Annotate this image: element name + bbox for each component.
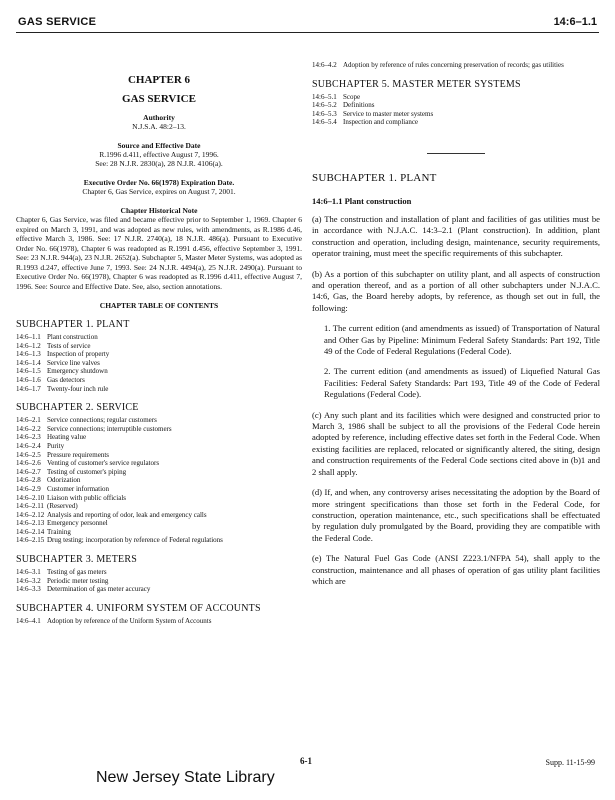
toc-item-number: 14:6–2.4	[16, 441, 41, 450]
chapter-number: CHAPTER 6	[127, 74, 191, 86]
toc-item	[16, 342, 302, 351]
toc-item-number: 14:6–2.11	[16, 502, 44, 511]
toc-item-number: 14:6–5.3	[312, 109, 337, 118]
toc-item	[312, 61, 600, 70]
running-section-ref: 14:6–1.1	[553, 16, 597, 28]
toc-item	[312, 110, 600, 119]
toc-item-number: 14:6–1.1	[16, 333, 41, 341]
toc-item-number: 14:6–2.1	[16, 416, 41, 425]
toc-list	[16, 416, 302, 545]
toc-item	[16, 459, 302, 468]
toc-item-title: Testing of gas meters	[47, 568, 107, 577]
toc-item-title: Emergency personnel	[47, 519, 108, 528]
toc-subchapter-heading: SUBCHAPTER 4. UNIFORM SYSTEM OF ACCOUNTS	[16, 602, 261, 614]
page-number: 6-1	[300, 756, 312, 766]
toc-list	[312, 93, 600, 127]
toc-item-number: 14:6–2.9	[16, 484, 41, 493]
paragraph-c: (c) Any such plant and its facilities which were designed and constructed prior to March 3, 1986 shall be subject to all the provisions of the Federal Code herein adopted by reference, including effective dates set forth in the Federal Code. When existing facilities are replaced, relocated or significantly altered, the siting, design and construction requirements of the Federal Code sections cited above in (b)1 and 2 shall apply.	[312, 409, 600, 477]
toc-item-number: 14:6–4.1	[16, 616, 41, 625]
toc-item	[16, 476, 302, 485]
toc-item-number: 14:6–2.14	[16, 527, 45, 536]
toc-subchapter-5	[312, 79, 600, 127]
toc-item	[16, 585, 302, 594]
paragraph-e: (e) The Natural Fuel Gas Code (ANSI Z223.1/NFPA 54), shall apply to the construction, maintenance and all phases of operation of gas utility plant facilities which are	[312, 553, 600, 586]
library-stamp: New Jersey State Library	[96, 769, 275, 786]
toc-item-title: Service connections; interruptible customers	[47, 424, 172, 433]
authority-heading: Authority	[143, 113, 175, 122]
section-divider	[427, 153, 485, 154]
toc-item	[16, 528, 302, 537]
toc-subchapter-4	[16, 603, 302, 626]
toc-item-title: Purity	[47, 441, 65, 450]
toc-subchapter-2	[16, 402, 302, 545]
toc-item	[312, 118, 600, 127]
toc-item	[16, 350, 302, 359]
toc-item-title: Liaison with public officials	[47, 493, 126, 502]
toc-item-number: 14:6–4.2	[312, 61, 337, 69]
toc-item-number: 14:6–3.3	[16, 585, 41, 594]
toc-item-number: 14:6–1.5	[16, 367, 41, 376]
toc-item-title: Scope	[343, 92, 361, 101]
toc-item-title: Twenty-four inch rule	[47, 384, 109, 393]
toc-item-number: 14:6–5.4	[312, 118, 337, 127]
toc-item-number: 14:6–5.2	[312, 101, 337, 110]
paragraph-b: (b) As a portion of this subchapter on utility plant, and all aspects of construction and operation thereof, and as a portion of all other subchapters under N.J.A.C. 14:6, Gas, the Board hereby adopts, by reference, as though set out in full, the following:	[312, 268, 600, 313]
toc-item	[16, 468, 302, 477]
toc-item-number: 14:6–2.6	[16, 459, 41, 468]
subchapter-heading: SUBCHAPTER 1. PLANT	[312, 171, 437, 184]
toc-item-title: Service to master meter systems	[343, 109, 434, 118]
toc-item	[16, 502, 302, 511]
toc-item	[16, 568, 302, 577]
source-heading: Source and Effective Date	[117, 141, 201, 150]
running-title: GAS SERVICE	[18, 16, 97, 28]
historical-note-text: Chapter 6, Gas Service, was filed and became effective prior to September 1, 1969. Chapter 6 expired on March 3, 1991, and was adopted as new rules, with amendments, as R.1986 d.46, effective March 3, 1986. See: 17 N.J.R. 2740(a), 18 N.J.R. 486(a). Pursuant to Executive Order No. 66(1978), Chapter 6 was readopted as R.1991 d.456, effective September 3, 1991. See: 23 N.J.R. 944(a), 23 N.J.R. 2652(a). Subchapter 5, Master Meter Systems, was adopted as R.1993 d.247, effective June 7, 1993. See: 24 N.J.R. 4494(a), 25 N.J.R. 2490(a). Pursuant to Executive Order No. 66(1978), Chapter 6 was readopted as R.1996 d.411, effective August 7, 1996. See: Source and Effective Date. See, also, section annotations.	[16, 215, 302, 291]
supplement-date: Supp. 11-15-99	[545, 758, 595, 767]
toc-item	[16, 385, 302, 394]
left-column	[16, 62, 302, 625]
toc-continued	[312, 61, 600, 70]
toc-item-number: 14:6–2.8	[16, 476, 41, 485]
toc-item-title: Pressure requirements	[47, 450, 110, 459]
toc-item	[16, 485, 302, 494]
toc-item-title: Heating value	[47, 433, 87, 442]
toc-list	[16, 617, 302, 626]
toc-item-number: 14:6–1.2	[16, 341, 41, 350]
toc-list	[16, 333, 302, 393]
toc-item	[312, 93, 600, 102]
toc-subchapter-heading: SUBCHAPTER 1. PLANT	[16, 319, 130, 330]
toc-item-title: Inspection of property	[47, 350, 110, 359]
toc-item-number: 14:6–3.1	[16, 568, 41, 577]
toc-item	[16, 511, 302, 520]
toc-item-title: Customer information	[47, 484, 110, 493]
toc-item-number: 14:6–2.12	[16, 510, 45, 519]
toc-item	[16, 376, 302, 385]
toc-item-number: 14:6–2.3	[16, 433, 41, 442]
toc-item	[16, 519, 302, 528]
toc-subchapter-1	[16, 319, 302, 393]
toc-item-title: Plant construction	[47, 333, 98, 341]
section-heading: 14:6–1.1 Plant construction	[312, 195, 412, 206]
toc-subchapter-heading: SUBCHAPTER 3. METERS	[16, 554, 137, 566]
toc-item-title: Analysis and reporting of odor, leak and emergency calls	[47, 510, 207, 519]
paragraph-b1: 1. The current edition (and amendments as issued) of Transportation of Natural and Other Gas by Pipeline: Minimum Federal Safety Standards: Part 192, Title 49 of the Code of Federal Regulations (Federal Code).	[324, 323, 600, 357]
toc-item-title: Gas detectors	[47, 375, 85, 384]
toc-item-number: 14:6–5.1	[312, 92, 337, 101]
toc-item	[16, 359, 302, 368]
toc-subchapter-heading: SUBCHAPTER 5. MASTER METER SYSTEMS	[312, 78, 521, 90]
toc-item-number: 14:6–1.3	[16, 350, 41, 359]
toc-item-title: Testing of customer's piping	[47, 467, 127, 476]
executive-order-text: Chapter 6, Gas Service, expires on August 7, 2001.	[82, 187, 236, 196]
toc-item-number: 14:6–2.7	[16, 467, 41, 476]
toc-item-title: Training	[47, 527, 71, 536]
toc-item-number: 14:6–2.5	[16, 450, 41, 459]
toc-item-number: 14:6–2.2	[16, 424, 41, 433]
toc-item	[16, 536, 302, 545]
toc-item	[16, 425, 302, 434]
toc-item-title: Odorization	[47, 476, 81, 485]
toc-item-title: Emergency shutdown	[47, 367, 108, 376]
toc-item	[16, 494, 302, 503]
source-text-1: R.1996 d.411, effective August 7, 1996.	[99, 150, 219, 159]
toc-item	[16, 617, 302, 626]
paragraph-a: (a) The construction and installation of plant and facilities of gas utilities must be in accordance with N.J.A.C. 14:3–2.1 (Plant construction). In addition, plant construction and operation, including design, maintenance, security requirements, operator training, must meet the specific requirements of this subchapter.	[312, 213, 600, 259]
paragraph-b2: 2. The current edition (and amendments as issued) of Liquefied Natural Gas Facilities: Federal Safety Standards: Part 193, Title 49 of the Code of Federal Regulations (Federal Code).	[324, 366, 600, 400]
toc-item-title: Service line valves	[47, 358, 100, 367]
toc-item-title: (Reserved)	[47, 502, 78, 511]
toc-item	[16, 442, 302, 451]
toc-list	[16, 568, 302, 594]
toc-item	[16, 416, 302, 425]
toc-item	[16, 577, 302, 586]
toc-item-number: 14:6–1.7	[16, 384, 41, 393]
toc-item	[312, 101, 600, 110]
source-text-2: See: 28 N.J.R. 2830(a), 28 N.J.R. 4106(a).	[95, 159, 223, 168]
executive-order-heading: Executive Order No. 66(1978) Expiration Date.	[83, 178, 235, 187]
toc-item-title: Service connections; regular customers	[47, 416, 157, 425]
toc-item-number: 14:6–2.10	[16, 493, 45, 502]
toc-item-number: 14:6–2.15	[16, 536, 45, 545]
toc-item	[16, 367, 302, 376]
authority-text: N.J.S.A. 48:2–13.	[132, 122, 186, 131]
paragraph-d: (d) If, and when, any controversy arises necessitating the adoption by the Board of more stringent specifications than those set forth in the Federal Code, for construction, operation maintenance, etc., such specifications shall be effectuated by regulation duly promulgated by the Board, providing they are compatible with the Federal Code.	[312, 487, 600, 543]
toc-item-number: 14:6–3.2	[16, 576, 41, 585]
toc-item-title: Adoption by reference of rules concerning preservation of records; gas utilities	[343, 61, 564, 69]
toc-item-title: Definitions	[343, 101, 375, 110]
toc-item-title: Venting of customer's service regulators	[47, 459, 160, 468]
toc-item-title: Adoption by reference of the Uniform System of Accounts	[47, 616, 212, 625]
toc-subchapter-3	[16, 554, 302, 594]
toc-item-number: 14:6–2.13	[16, 519, 45, 528]
toc-item	[16, 333, 302, 342]
chapter-title: GAS SERVICE	[122, 93, 196, 105]
toc-item-title: Drug testing; incorporation by reference of Federal regulations	[47, 536, 223, 545]
right-column	[312, 58, 600, 587]
toc-item-title: Tests of service	[47, 341, 91, 350]
toc-heading: CHAPTER TABLE OF CONTENTS	[99, 301, 219, 310]
historical-note-heading: Chapter Historical Note	[120, 206, 198, 215]
toc-item-title: Periodic meter testing	[47, 576, 109, 585]
toc-item-title: Inspection and compliance	[343, 118, 419, 127]
toc-item-number: 14:6–1.4	[16, 358, 41, 367]
toc-item-number: 14:6–1.6	[16, 375, 41, 384]
header-rule	[16, 32, 599, 33]
toc-subchapter-heading: SUBCHAPTER 2. SERVICE	[16, 402, 139, 414]
toc-item	[16, 433, 302, 442]
toc-item-title: Determination of gas meter accuracy	[47, 585, 151, 594]
toc-item	[16, 451, 302, 460]
